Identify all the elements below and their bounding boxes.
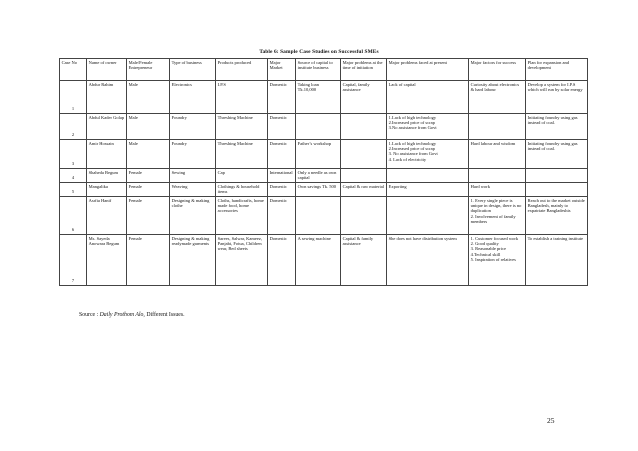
header-business-type: Type of business bbox=[170, 59, 216, 81]
cell-initial-problems bbox=[341, 197, 387, 235]
cell-business-type: Electronics bbox=[170, 81, 216, 114]
cell-products: I.P.S bbox=[216, 81, 268, 114]
cell-case-no: 5 bbox=[60, 183, 87, 197]
cell-list-item: 3. Reasonable price bbox=[470, 246, 506, 252]
cell-success-factors bbox=[469, 114, 526, 140]
cell-expansion-plan: Initiating foundry using gas instead of coal. bbox=[526, 140, 588, 169]
cell-list-item: 3.No assistance from Govt bbox=[388, 125, 437, 131]
table-row bbox=[60, 140, 588, 169]
cell-initial-problems: Capital, family assistance bbox=[341, 81, 387, 114]
cell-capital-source: Own savings Tk. 500 bbox=[296, 183, 341, 197]
cell-list-item: 5. Inspiration of relatives bbox=[470, 256, 516, 262]
table-row bbox=[60, 114, 588, 140]
source-note bbox=[79, 312, 185, 318]
cell-expansion-plan: To establish a training institute bbox=[526, 235, 588, 286]
cell-capital-source bbox=[296, 197, 341, 235]
table-row bbox=[60, 81, 588, 114]
cell-business-type: Weaving bbox=[170, 183, 216, 197]
cell-initial-problems bbox=[341, 114, 387, 140]
cell-market: Domestic bbox=[268, 81, 296, 114]
cell-initial-problems: Capital & family assistance bbox=[341, 235, 387, 286]
cell-products: Threshing Machine bbox=[216, 114, 268, 140]
cell-gender: Female bbox=[127, 169, 170, 183]
cell-capital-source bbox=[296, 114, 341, 140]
cell-list-item: 1. Every single piece is unique in design, there is no duplication bbox=[470, 197, 522, 214]
cell-list bbox=[471, 236, 524, 262]
cell-list bbox=[389, 115, 467, 131]
cell-success-factors bbox=[469, 197, 526, 235]
header-market: Major Market bbox=[268, 59, 296, 81]
cell-present-problems: Exporting bbox=[387, 183, 469, 197]
cell-capital-source: Only a needle as own capital bbox=[296, 169, 341, 183]
cell-list-item: 1. Customer focused work bbox=[470, 235, 519, 241]
cell-expansion-plan: Initiating foundry using gas instead of coal. bbox=[526, 114, 588, 140]
cell-products: Sarees, Salwar, Kameez, Panjabi, Fotua, Children wear, Bed sheets bbox=[216, 235, 268, 286]
cell-capital-source: A sewing machine bbox=[296, 235, 341, 286]
header-case-no: Case No bbox=[60, 59, 87, 81]
cell-market: International bbox=[268, 169, 296, 183]
cell-capital-source: Father’s workshop bbox=[296, 140, 341, 169]
cell-gender: Female bbox=[127, 235, 170, 286]
header-gender: Male/Female Entrepreneur bbox=[127, 59, 170, 81]
cell-market: Domestic bbox=[268, 197, 296, 235]
cell-products: Cloths, handicrafts, home made food, home accessories bbox=[216, 197, 268, 235]
page-number: 25 bbox=[547, 416, 555, 425]
cell-capital-source: Taking loan Tk.10,000 bbox=[296, 81, 341, 114]
header-capital-source: Source of capital to institute business bbox=[296, 59, 341, 81]
cell-owner-name: Amir Hossain bbox=[87, 140, 127, 169]
case-study-table bbox=[59, 58, 588, 286]
cell-business-type: Designing & making clothe bbox=[170, 197, 216, 235]
table-body bbox=[60, 81, 588, 286]
cell-expansion-plan: Develop a system for I.P.S which will run by solar energy bbox=[526, 81, 588, 114]
cell-market: Domestic bbox=[268, 140, 296, 169]
cell-owner-name: Asrfia Hanif bbox=[87, 197, 127, 235]
header-products: Products produced bbox=[216, 59, 268, 81]
cell-list-item: 2.Increased price of scrap bbox=[388, 120, 435, 126]
cell-present-problems: Lack of capital bbox=[387, 81, 469, 114]
cell-products: Clothings & household items bbox=[216, 183, 268, 197]
table-caption: Table 6: Sample Case Studies on Successful SMEs bbox=[259, 49, 379, 55]
cell-business-type: Sewing bbox=[170, 169, 216, 183]
cell-case-no: 4 bbox=[60, 169, 87, 183]
table-header-row bbox=[60, 59, 588, 81]
table-row bbox=[60, 169, 588, 183]
cell-success-factors: Hard labour and wisdom bbox=[469, 140, 526, 169]
cell-market: Domestic bbox=[268, 114, 296, 140]
header-owner-name: Name of owner bbox=[87, 59, 127, 81]
source-label: Source : bbox=[79, 312, 99, 318]
cell-initial-problems bbox=[341, 140, 387, 169]
table-row bbox=[60, 235, 588, 286]
cell-list bbox=[389, 141, 467, 162]
cell-list-item: 1.Lack of high technology bbox=[388, 140, 437, 146]
cell-owner-name: Abdul Kader Golap bbox=[87, 114, 127, 140]
cell-gender: Female bbox=[127, 197, 170, 235]
cell-list-item: 4. Lack of electricity bbox=[388, 156, 427, 162]
cell-owner-name: Abdur Rahim bbox=[87, 81, 127, 114]
cell-market: Domestic bbox=[268, 235, 296, 286]
cell-success-factors: Curiosity about electronics & hard labour bbox=[469, 81, 526, 114]
cell-gender: Male bbox=[127, 81, 170, 114]
table-row bbox=[60, 197, 588, 235]
cell-gender: Male bbox=[127, 140, 170, 169]
cell-products: Threshing Machine bbox=[216, 140, 268, 169]
cell-success-factors: Hard work bbox=[469, 183, 526, 197]
cell-gender: Male bbox=[127, 114, 170, 140]
cell-list-item: 1.Lack of high technology bbox=[388, 114, 437, 120]
cell-list-item: 2. Good quality bbox=[470, 241, 499, 247]
cell-case-no: 3 bbox=[60, 140, 87, 169]
cell-business-type: Foundry bbox=[170, 114, 216, 140]
cell-expansion-plan: Reach out to the market outside Bangladesh, mainly to expatriate Bangladeshis bbox=[526, 197, 588, 235]
cell-list-item: 4.Technical skill bbox=[470, 251, 501, 257]
cell-owner-name: Ms. Sayeda Anowara Begum bbox=[87, 235, 127, 286]
cell-owner-name: Mangalika bbox=[87, 183, 127, 197]
table-row bbox=[60, 183, 588, 197]
cell-list-item: 2.Increased price of scrap bbox=[388, 146, 435, 152]
cell-expansion-plan bbox=[526, 183, 588, 197]
cell-business-type: Foundry bbox=[170, 140, 216, 169]
source-publication: Daily Prothom Alo, bbox=[99, 312, 145, 318]
cell-present-problems bbox=[387, 197, 469, 235]
cell-case-no: 7 bbox=[60, 235, 87, 286]
header-initial-problems: Major problems at the time of initiation bbox=[341, 59, 387, 81]
header-present-problems: Major problems faced at present bbox=[387, 59, 469, 81]
cell-present-problems: She does not have distribution system bbox=[387, 235, 469, 286]
cell-market: Domestic bbox=[268, 183, 296, 197]
cell-products: Cap bbox=[216, 169, 268, 183]
cell-case-no: 1 bbox=[60, 81, 87, 114]
cell-owner-name: Shaheda Begum bbox=[87, 169, 127, 183]
cell-success-factors bbox=[469, 169, 526, 183]
cell-initial-problems: Capital & raw material bbox=[341, 183, 387, 197]
source-suffix: Different Issues. bbox=[146, 312, 185, 318]
cell-present-problems bbox=[387, 169, 469, 183]
cell-case-no: 2 bbox=[60, 114, 87, 140]
cell-list bbox=[471, 198, 524, 224]
cell-expansion-plan bbox=[526, 169, 588, 183]
cell-business-type: Designing & making readymade garments bbox=[170, 235, 216, 286]
cell-initial-problems bbox=[341, 169, 387, 183]
cell-list-item: 2. Involvement of family members bbox=[470, 213, 516, 224]
cell-gender: Female bbox=[127, 183, 170, 197]
header-success-factors: Major factors for success bbox=[469, 59, 526, 81]
cell-success-factors bbox=[469, 235, 526, 286]
cell-list-item: 3. No assistance from Govt bbox=[388, 151, 438, 157]
header-expansion-plan: Plan for expansion and development bbox=[526, 59, 588, 81]
cell-present-problems bbox=[387, 114, 469, 140]
cell-case-no: 6 bbox=[60, 197, 87, 235]
cell-present-problems bbox=[387, 140, 469, 169]
